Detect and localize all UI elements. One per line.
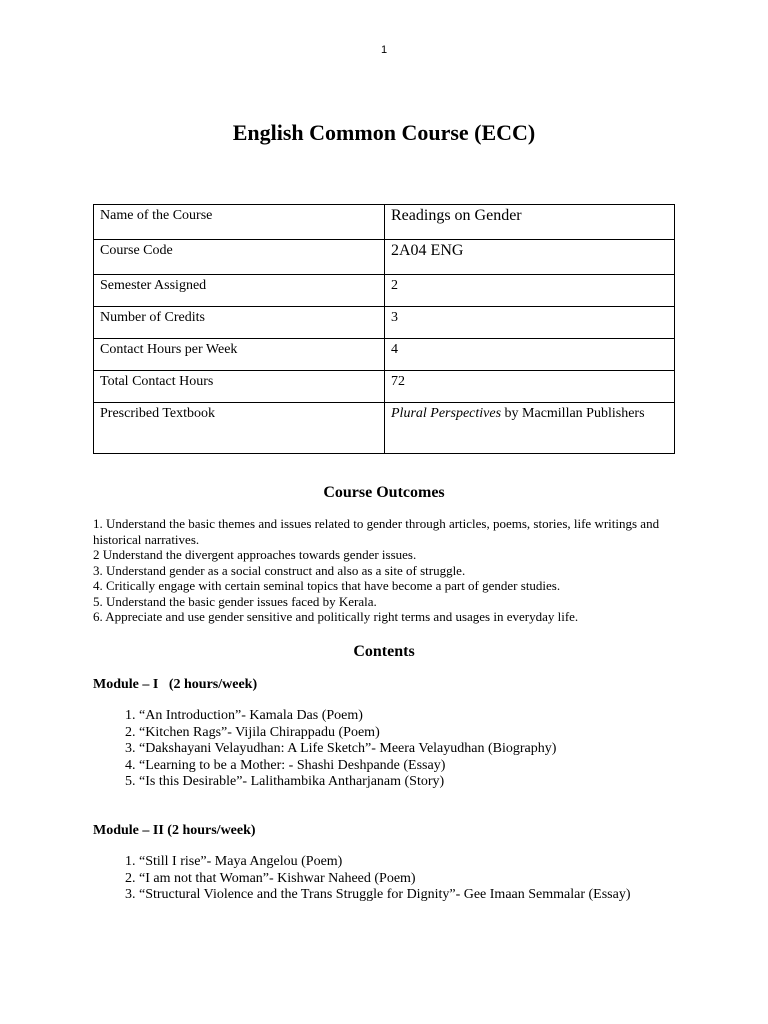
semester-label: Semester Assigned [94, 275, 385, 307]
textbook-value [385, 403, 675, 454]
list-item: 4. “Learning to be a Mother: - Shashi Deshpande (Essay) [139, 758, 699, 775]
contact-hours-week-label: Contact Hours per Week [94, 339, 385, 371]
module-1-readings [93, 708, 699, 791]
outcome-item: 1. Understand the basic themes and issues related to gender through articles, poems, stories, life writings and historical narratives. [93, 516, 660, 547]
list-item: 3. “Structural Violence and the Trans Struggle for Dignity”- Gee Imaan Semmalar (Essay) [139, 887, 699, 904]
outcomes-list [93, 516, 668, 625]
outcome-item: 3. Understand gender as a social construct and also as a site of struggle. [93, 562, 466, 578]
outcome-item: 5. Understand the basic gender issues faced by Kerala. [93, 593, 377, 609]
total-contact-hours-label: Total Contact Hours [94, 371, 385, 403]
course-name-value: Readings on Gender [385, 205, 675, 240]
table-row [94, 307, 675, 339]
outcome-item: 6. Appreciate and use gender sensitive and politically right terms and usages in everyday life. [93, 609, 579, 624]
course-code-label: Course Code [94, 240, 385, 275]
credits-label: Number of Credits [94, 307, 385, 339]
module-1-title: Module – I (2 hours/week) [93, 677, 258, 692]
table-row [94, 240, 675, 275]
list-item: 2. “I am not that Woman”- Kishwar Naheed (Poem) [139, 871, 699, 888]
textbook-title: Plural Perspectives [391, 406, 502, 421]
contact-hours-week-value: 4 [385, 339, 675, 371]
course-code-value: 2A04 ENG [385, 240, 675, 275]
module-2-title: Module – II (2 hours/week) [93, 823, 256, 838]
textbook-publisher: by Macmillan Publishers [501, 406, 645, 421]
credits-value: 3 [385, 307, 675, 339]
module-2-readings [93, 854, 699, 904]
outcome-item: 4. Critically engage with certain seminal topics that have become a part of gender studies. [93, 578, 561, 593]
page-number: 1 [380, 44, 388, 56]
outcomes-heading: Course Outcomes [323, 484, 445, 501]
list-item: 1. “Still I rise”- Maya Angelou (Poem) [139, 854, 699, 871]
outcome-item: 2 Understand the divergent approaches towards gender issues. [93, 547, 417, 562]
textbook-label: Prescribed Textbook [94, 403, 385, 454]
list-item: 1. “An Introduction”- Kamala Das (Poem) [139, 708, 699, 725]
table-row [94, 205, 675, 240]
list-item: 3. “Dakshayani Velayudhan: A Life Sketch”- Meera Velayudhan (Biography) [139, 741, 699, 758]
table-row [94, 403, 675, 454]
list-item: 5. “Is this Desirable”- Lalithambika Antharjanam (Story) [139, 774, 699, 791]
contents-heading: Contents [353, 643, 415, 660]
course-details-table [93, 204, 675, 454]
table-row [94, 275, 675, 307]
total-contact-hours-value: 72 [385, 371, 675, 403]
table-row [94, 371, 675, 403]
list-item: 2. “Kitchen Rags”- Vijila Chirappadu (Poem) [139, 725, 699, 742]
course-name-label: Name of the Course [94, 205, 385, 240]
table-row [94, 339, 675, 371]
document-title: English Common Course (ECC) [232, 120, 536, 145]
semester-value: 2 [385, 275, 675, 307]
